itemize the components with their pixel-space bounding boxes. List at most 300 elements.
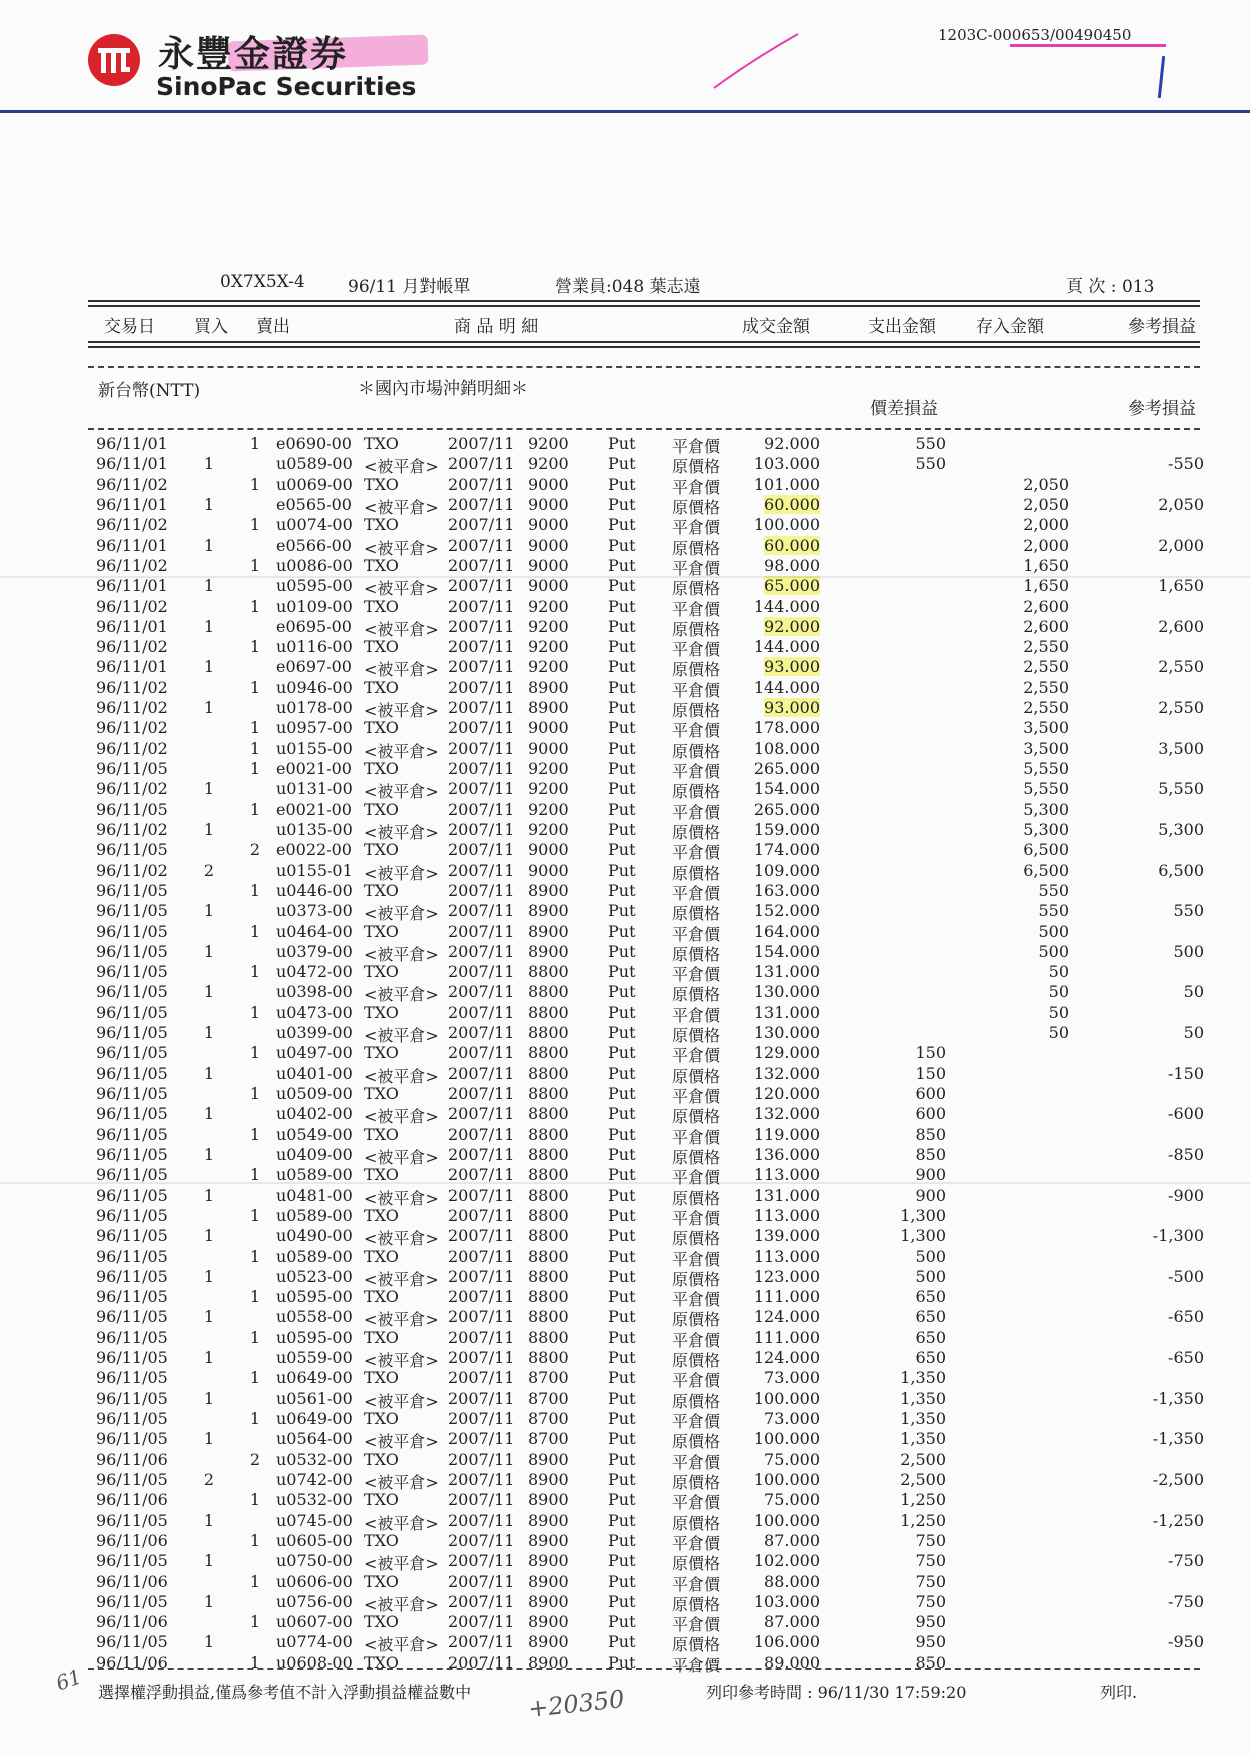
print-label: 列印. [1100,1683,1138,1702]
row-date: 96/11/05 [96,962,168,982]
row-item: <被平倉> [364,741,439,761]
table-row [0,1348,1250,1371]
header-divider [0,110,1250,113]
row-item: TXO [364,677,399,697]
row-code: u0402-00 [276,1104,353,1124]
table-row [0,1389,1250,1409]
table-row [0,698,1250,721]
row-code: u0116-00 [276,637,353,657]
row-date: 96/11/05 [96,1632,168,1652]
row-item: TXO [364,1409,399,1428]
row-diff: 750 [915,1551,946,1571]
row-code: u0131-00 [276,779,353,799]
row-strike: 8900 [528,880,569,900]
rule-dashed-footer [88,1668,1200,1670]
row-balance: 3,500 [1023,738,1069,758]
row-kind: 平倉價 [672,1249,721,1269]
table-row [0,1226,1250,1249]
row-strike: 8800 [528,962,569,982]
row-price: 87.000 [764,1612,820,1632]
row-kind: 平倉價 [672,1574,721,1594]
row-buy: 1 [203,454,214,474]
row-strike: 8800 [528,1266,569,1286]
row-kind: 原價格 [672,1391,721,1411]
row-balance: 2,550 [1023,698,1069,718]
row-month: 2007/11 [448,1043,515,1063]
table-row [0,800,1250,820]
row-date: 96/11/05 [96,1185,168,1205]
row-diff: 550 [915,434,946,453]
row-month: 2007/11 [448,1510,515,1530]
row-item: TXO [364,474,399,494]
row-balance: 550 [1038,901,1069,921]
row-type: Put [608,1327,636,1347]
row-price: 113.000 [753,1165,820,1185]
table-row [0,1186,1250,1206]
row-type: Put [608,1571,636,1591]
row-type: Put [608,1226,636,1246]
row-date: 96/11/05 [96,982,168,1002]
row-item: <被平倉> [364,538,439,558]
row-diff: 1,350 [900,1388,946,1408]
rule-dashed-1 [88,366,1200,368]
page-number: 頁 次 : 013 [1066,277,1155,297]
row-type: Put [608,840,636,860]
row-sell: 1 [249,1084,260,1103]
row-code: u0589-00 [276,1165,353,1185]
row-ref: 2,000 [1158,535,1204,555]
row-item: <被平倉> [364,1026,439,1046]
row-strike: 8900 [528,677,569,697]
row-strike: 8900 [528,1469,569,1489]
row-item: TXO [364,759,399,778]
row-date: 96/11/05 [96,799,168,819]
row-month: 2007/11 [448,759,515,778]
fold-crease [0,576,1250,578]
row-diff: 150 [915,1043,946,1063]
row-strike: 8900 [528,941,569,961]
row-buy: 1 [203,616,214,636]
row-diff: 150 [915,1063,946,1083]
row-month: 2007/11 [448,494,515,514]
row-kind: 原價格 [672,1229,721,1249]
row-price: 100.000 [753,1429,820,1449]
table-row [0,1043,1250,1066]
handwritten-margin: 61 [52,1664,85,1696]
row-buy: 1 [203,1510,214,1530]
row-item: <被平倉> [364,904,439,924]
row-strike: 8800 [528,1104,569,1124]
row-item: <被平倉> [364,1147,439,1167]
row-diff: 1,350 [900,1429,946,1449]
table-row [0,637,1250,660]
row-price: 132.000 [753,1063,820,1083]
row-sell: 1 [249,1490,260,1510]
row-price: 154.000 [753,941,820,961]
row-kind: 原價格 [672,1310,721,1330]
table-row [0,434,1250,454]
row-kind: 原價格 [672,1635,721,1655]
row-date: 96/11/05 [96,1023,168,1043]
row-item: <被平倉> [364,863,439,883]
row-sell: 1 [249,1287,260,1307]
row-code: u0473-00 [276,1002,353,1022]
row-diff: 1,350 [900,1409,946,1428]
row-diff: 1,300 [900,1226,946,1246]
row-price: 131.000 [753,1002,820,1022]
row-date: 96/11/01 [96,616,168,636]
col-deposit: 存入金額 [976,317,1044,337]
row-sell: 1 [249,1002,260,1022]
row-strike: 8900 [528,1632,569,1652]
row-diff: 650 [915,1287,946,1307]
row-buy: 1 [203,1348,214,1368]
row-kind: 平倉價 [672,1208,721,1228]
col-item: 商 品 明 細 [454,317,539,337]
row-strike: 9200 [528,759,569,778]
row-price: 136.000 [753,1144,820,1164]
row-balance: 2,050 [1023,474,1069,494]
row-buy: 1 [203,494,214,514]
row-code: u0559-00 [276,1348,353,1368]
statement-period: 96/11 月對帳單 [348,277,471,297]
table-row [0,1551,1250,1574]
row-sell: 1 [249,515,260,535]
row-type: Put [608,677,636,697]
row-date: 96/11/06 [96,1449,168,1469]
row-type: Put [608,698,636,718]
row-type: Put [608,596,636,616]
col-date: 交易日 [104,317,155,337]
table-row [0,1287,1250,1310]
row-type: Put [608,880,636,900]
row-sell: 1 [249,1165,260,1185]
row-type: Put [608,1023,636,1043]
row-code: u0178-00 [276,698,353,718]
row-balance: 2,050 [1023,494,1069,514]
row-ref: -750 [1168,1551,1204,1571]
row-price: 132.000 [753,1104,820,1124]
brand-name-en: SinoPac Securities [156,72,417,101]
fold-crease [0,1182,1250,1184]
table-row [0,678,1250,698]
row-type: Put [608,921,636,941]
row-kind: 平倉價 [672,1452,721,1472]
row-month: 2007/11 [448,860,515,880]
row-kind: 平倉價 [672,924,721,944]
row-ref: 2,550 [1158,657,1204,677]
row-date: 96/11/05 [96,941,168,961]
row-code: u0086-00 [276,555,353,575]
row-ref: -600 [1168,1104,1204,1124]
row-date: 96/11/05 [96,1591,168,1611]
row-balance: 2,000 [1023,535,1069,555]
row-month: 2007/11 [448,454,515,474]
row-month: 2007/11 [448,1429,515,1449]
row-price [740,495,820,514]
row-item: TXO [364,1165,399,1185]
row-sell: 1 [249,1124,260,1144]
row-price: 109.000 [753,860,820,880]
row-date: 96/11/05 [96,1469,168,1489]
row-code: e0695-00 [276,616,352,636]
row-balance: 2,550 [1023,637,1069,657]
row-type: Put [608,1144,636,1164]
salesperson: 營業員:048 葉志遠 [555,277,701,297]
handwritten-total: +20350 [526,1685,626,1723]
row-date: 96/11/05 [96,1348,168,1368]
row-diff: 600 [915,1104,946,1124]
row-diff: 750 [915,1571,946,1591]
row-diff: 950 [915,1612,946,1632]
row-month: 2007/11 [448,1591,515,1611]
row-kind: 平倉價 [672,762,721,781]
row-code: u0481-00 [276,1185,353,1205]
row-strike: 8900 [528,1530,569,1550]
row-code: e0690-00 [276,434,352,453]
row-strike: 8900 [528,921,569,941]
row-month: 2007/11 [448,738,515,758]
row-date: 96/11/05 [96,1205,168,1225]
row-strike: 8800 [528,1287,569,1307]
row-strike: 8900 [528,1612,569,1632]
row-type: Put [608,1084,636,1103]
row-sell: 1 [249,596,260,616]
row-kind: 原價格 [672,782,721,802]
row-item: TXO [364,1084,399,1103]
row-kind: 平倉價 [672,680,721,700]
row-strike: 9000 [528,535,569,555]
row-buy: 1 [203,1063,214,1083]
row-code: u0497-00 [276,1043,353,1063]
table-row [0,1307,1250,1330]
row-code: u0490-00 [276,1226,353,1246]
row-item: <被平倉> [364,1351,439,1371]
row-item: <被平倉> [364,944,439,964]
row-ref: 3,500 [1158,738,1204,758]
row-code: u0464-00 [276,921,353,941]
table-row [0,1429,1250,1452]
row-date: 96/11/05 [96,1124,168,1144]
row-price: 144.000 [753,677,820,697]
table-row [0,475,1250,495]
row-item: TXO [364,1490,399,1510]
row-strike: 9000 [528,738,569,758]
row-diff: 750 [915,1530,946,1550]
row-sell: 1 [249,1205,260,1225]
row-diff: 950 [915,1632,946,1652]
table-row [0,962,1250,985]
currency-label: 新台幣(NTT) [98,381,201,401]
row-item: <被平倉> [364,1269,439,1289]
row-price [740,536,820,555]
row-item: <被平倉> [364,822,439,842]
row-month: 2007/11 [448,962,515,982]
row-code: e0022-00 [276,840,352,860]
row-kind: 平倉價 [672,1087,721,1106]
row-type: Put [608,941,636,961]
row-type: Put [608,1063,636,1083]
row-month: 2007/11 [448,434,515,453]
row-kind: 原價格 [672,1066,721,1086]
row-strike: 8800 [528,1023,569,1043]
row-item: TXO [364,718,399,738]
row-ref: -1,350 [1152,1429,1204,1449]
row-code: u0532-00 [276,1490,353,1510]
row-kind: 平倉價 [672,965,721,985]
row-item: <被平倉> [364,1594,439,1614]
row-date: 96/11/05 [96,1104,168,1124]
row-price: 174.000 [753,840,820,860]
row-buy: 1 [203,1226,214,1246]
row-sell: 1 [249,962,260,982]
row-type: Put [608,1002,636,1022]
row-diff: 600 [915,1084,946,1103]
row-strike: 9000 [528,515,569,535]
row-code: u0069-00 [276,474,353,494]
table-row [0,1470,1250,1490]
table-row [0,1511,1250,1531]
row-strike: 8900 [528,1652,569,1672]
row-buy: 1 [203,1185,214,1205]
row-price: 108.000 [753,738,820,758]
table-row [0,861,1250,881]
row-code: u0957-00 [276,718,353,738]
row-month: 2007/11 [448,1388,515,1408]
table-row [0,1084,1250,1104]
row-month: 2007/11 [448,677,515,697]
row-price: 100.000 [753,515,820,535]
row-price: 100.000 [753,1469,820,1489]
table-row [0,718,1250,741]
row-buy: 1 [203,1266,214,1286]
row-date: 96/11/05 [96,759,168,778]
row-diff: 900 [915,1165,946,1185]
row-item: <被平倉> [364,701,439,721]
row-kind: 平倉價 [672,518,721,538]
row-date: 96/11/01 [96,454,168,474]
row-date: 96/11/02 [96,698,168,718]
row-code: u0589-00 [276,1205,353,1225]
row-sell: 1 [249,921,260,941]
row-ref: 1,650 [1158,576,1204,596]
row-buy: 1 [203,779,214,799]
row-code: u0606-00 [276,1571,353,1591]
row-item: TXO [364,880,399,900]
row-month: 2007/11 [448,1185,515,1205]
row-code: u0774-00 [276,1632,353,1652]
row-kind: 平倉價 [672,883,721,903]
row-price: 119.000 [753,1124,820,1144]
table-row [0,536,1250,556]
row-strike: 8900 [528,698,569,718]
row-price [740,617,820,636]
row-diff: 1,250 [900,1510,946,1530]
row-price: 144.000 [753,637,820,657]
row-month: 2007/11 [448,1165,515,1185]
row-sell: 1 [249,677,260,697]
row-buy: 1 [203,535,214,555]
row-buy: 1 [203,698,214,718]
row-date: 96/11/05 [96,1043,168,1063]
row-balance: 5,550 [1023,779,1069,799]
row-price: 163.000 [753,880,820,900]
row-type: Put [608,718,636,738]
row-item: TXO [364,1124,399,1144]
row-price: 111.000 [753,1287,820,1307]
row-kind: 原價格 [672,497,721,517]
row-type: Put [608,1287,636,1307]
row-kind: 原價格 [672,660,721,680]
row-ref: -750 [1168,1591,1204,1611]
row-month: 2007/11 [448,555,515,575]
row-diff: 550 [915,454,946,474]
table-row [0,1328,1250,1348]
row-buy: 1 [203,1551,214,1571]
row-type: Put [608,1368,636,1388]
row-code: u0649-00 [276,1368,353,1388]
row-item: TXO [364,1612,399,1632]
table-row [0,1064,1250,1084]
row-ref: 50 [1183,1023,1204,1043]
row-month: 2007/11 [448,1266,515,1286]
row-sell: 1 [249,555,260,575]
row-type: Put [608,1652,636,1672]
row-strike: 8900 [528,1551,569,1571]
row-ref: 550 [1173,901,1204,921]
row-diff: 2,500 [900,1449,946,1469]
highlighted-price: 60.000 [764,535,820,555]
row-date: 96/11/02 [96,555,168,575]
row-code: u0946-00 [276,677,353,697]
row-month: 2007/11 [448,1023,515,1043]
row-balance: 3,500 [1023,718,1069,738]
row-price: 265.000 [753,759,820,778]
row-month: 2007/11 [448,1144,515,1164]
row-balance: 2,600 [1023,596,1069,616]
row-month: 2007/11 [448,1327,515,1347]
row-balance: 1,650 [1023,576,1069,596]
row-diff: 900 [915,1185,946,1205]
row-strike: 9000 [528,555,569,575]
row-balance: 5,550 [1023,759,1069,778]
row-type: Put [608,474,636,494]
row-month: 2007/11 [448,596,515,616]
row-price: 73.000 [764,1409,820,1428]
row-strike: 8700 [528,1429,569,1449]
row-balance: 6,500 [1023,840,1069,860]
row-ref: 6,500 [1158,860,1204,880]
row-buy: 1 [203,1591,214,1611]
row-date: 96/11/05 [96,921,168,941]
row-date: 96/11/05 [96,1063,168,1083]
row-buy: 1 [203,941,214,961]
row-item: TXO [364,921,399,941]
table-row [0,1572,1250,1592]
table-row [0,942,1250,962]
row-kind: 平倉價 [672,843,721,863]
row-price: 152.000 [753,901,820,921]
col-amount: 成交金額 [742,317,810,337]
row-code: e0566-00 [276,535,352,555]
row-type: Put [608,637,636,657]
row-diff: 650 [915,1327,946,1347]
row-price: 124.000 [753,1348,820,1368]
row-buy: 1 [203,576,214,596]
row-item: TXO [364,1652,399,1672]
row-item: <被平倉> [364,1432,439,1452]
row-kind: 原價格 [672,1513,721,1533]
